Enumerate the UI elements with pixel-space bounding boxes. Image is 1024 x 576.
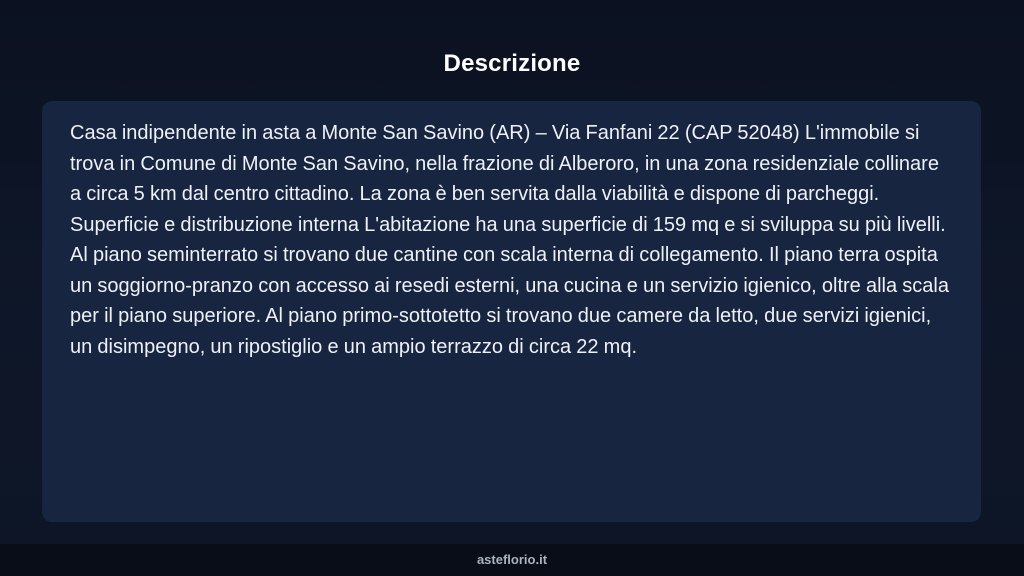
footer <box>0 544 1024 576</box>
description-text: Casa indipendente in asta a Monte San Savino (AR) – Via Fanfani 22 (CAP 52048) L'immobile si trova in Comune di Monte San Savino, nella frazione di Alberoro, in una zona residenziale collinare a circa 5 km dal centro cittadino. La zona è ben servita dalla viabilità e dispone di parcheggi. Superficie e distribuzione interna L'abitazione ha una superficie di 159 mq e si sviluppa su più livelli. Al piano seminterrato si trovano due cantine con scala interna di collegamento. Il piano terra ospita un soggiorno-pranzo con accesso ai resedi esterni, una cucina e un servizio igienico, oltre alla scala per il piano superiore. Al piano primo-sottotetto si trovano due camere da letto, due servizi igienici, un disimpegno, un ripostiglio e un ampio terrazzo di circa 22 mq. <box>70 122 949 358</box>
description-card <box>42 101 981 522</box>
footer-site-name: asteflorio.it <box>476 552 548 567</box>
page-title: Descrizione <box>443 50 581 77</box>
